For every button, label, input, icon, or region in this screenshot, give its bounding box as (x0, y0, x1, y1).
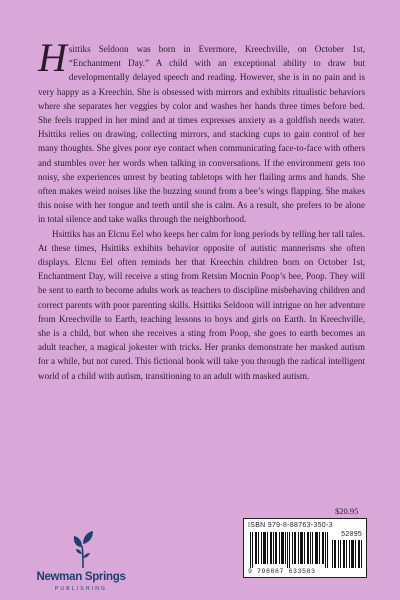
price-label: $20.95 (335, 506, 359, 516)
drop-cap: H (38, 35, 67, 80)
publisher-subtitle: PUBLISHING (54, 586, 108, 592)
price-code-text: 52095 (340, 531, 362, 539)
publisher-name: Newman Springs (36, 571, 126, 583)
barcode (243, 518, 367, 578)
blurb-paragraph-1-text: sittiks Seldoon was born in Evermore, Kreechville, on October 1st, “Enchantment Day.” A child with an exceptional ability to draw but developmentally delayed speech and reading. However, she is in no pain and is very happy as a Kreechin. She is obsessed with mirrors and exhibits ritualistic behaviors where she separates her veggies by color and washes her hands three times before bed. She feels trapped in her mind and at times expresses anxiety as a goldfish needs water. Hsittiks relies on drawing, collecting mirrors, and stacking cups to gain control of her many thoughts. She gives poor eye contact when communicating face-to-face with others and stumbles over her words when talking in conversations. If the environment gets too noisy, she experiences unrest by beating tabletops with her flailing arms and hands. She often makes weird noises like the buzzing sound from a bee’s wings flapping. She makes this noise with her tongue and teeth until she is calm. As a result, she prefers to be alone in total silence and take walks through the neighborhood. (38, 44, 365, 225)
blurb-paragraph-2: Hsittiks has an Elcnu Eel who keeps her calm for long periods by telling her tall tales. At these times, Hsittiks exhibits behavior opposite of autistic mannerisms she often displays. Elcnu Eel often reminds her that Kreechin children born on October 1st, Enchantment Day, will receive a sting from Retsim Mocnin Poop’s bee, Poop. They will be sent to earth to become adults work as teachers to discipline misbehaving children and correct parents with poor parenting skills. Hsittiks Seldoon will intrigue on her adventure from Kreechville to Earth, teaching lessons to boys and girls on Earth. In Kreechville, she is a child, but when she receives a sting from Poop, she goes to earth becomes an adult teacher, a magical jokester with tricks. Her pranks demonstrate her masked autism for a while, but not cured. This fictional book will take you through the radical intelligent world of a child with autism, transitioning to an adult with masked autism. (38, 228, 365, 381)
blurb-paragraph-1 (38, 35, 365, 227)
blurb (38, 35, 365, 383)
ean-barcode-icon (250, 532, 328, 568)
sprout-icon (72, 530, 94, 570)
ean-number: 9 798887 633503 (248, 568, 316, 575)
isbn-text: ISBN 979-8-88763-350-3 (248, 522, 333, 529)
price-barcode-icon (332, 540, 362, 568)
